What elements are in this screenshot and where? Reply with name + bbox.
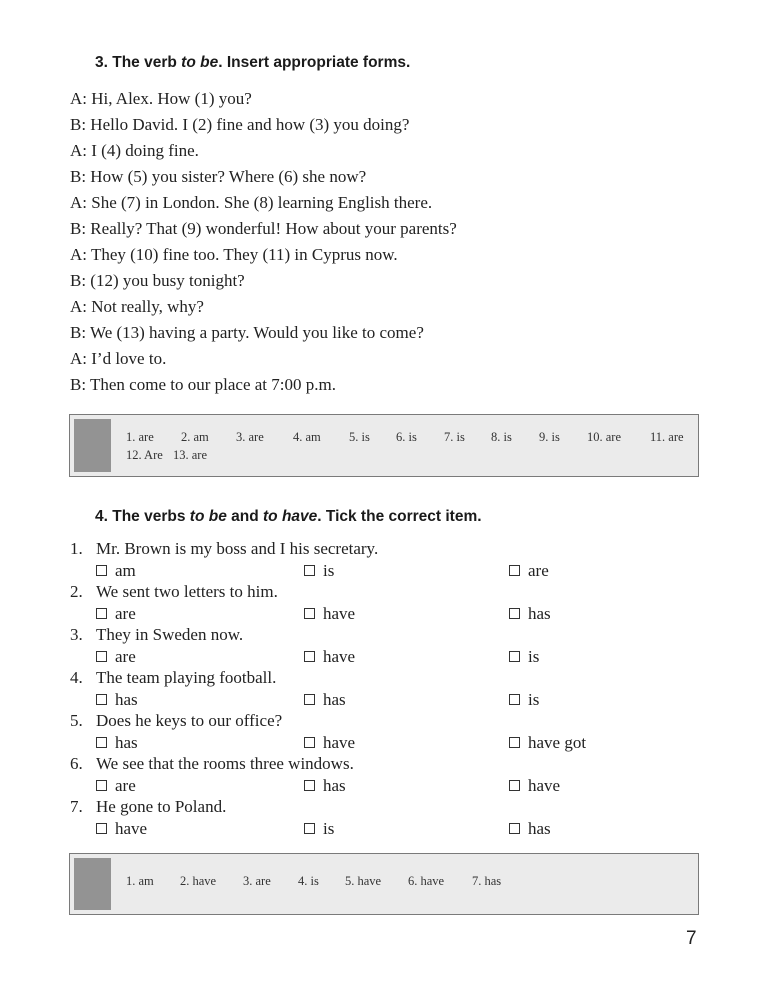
question-number: 3. <box>70 625 83 644</box>
page-number: 7 <box>686 928 697 949</box>
exercise-3-heading: 3. The verb to be. Insert appropriate forms. <box>95 54 411 71</box>
answer-item: 5. have <box>345 874 382 888</box>
answer-item: 2. am <box>181 430 209 444</box>
question-text: He gone to Poland. <box>96 797 227 816</box>
option-checkbox[interactable]: am <box>96 560 136 582</box>
dialogue-line: B: Then come to our place at 7:00 p.m. <box>70 375 336 394</box>
question-text: The team playing football. <box>96 668 277 687</box>
checkbox-icon[interactable] <box>304 780 315 791</box>
question-text: Does he keys to our office? <box>96 711 283 730</box>
checkbox-icon[interactable] <box>304 694 315 705</box>
checkbox-icon[interactable] <box>96 737 107 748</box>
question-text: We see that the rooms three windows. <box>96 754 354 773</box>
answer-item: 2. have <box>180 874 217 888</box>
answer-item: 12. Are <box>126 448 163 462</box>
checkbox-icon[interactable] <box>304 823 315 834</box>
checkbox-icon[interactable] <box>509 737 520 748</box>
option-checkbox[interactable]: have <box>96 818 147 840</box>
answer-item: 5. is <box>349 430 370 444</box>
option-checkbox[interactable]: is <box>509 646 539 668</box>
option-checkbox[interactable]: are <box>509 560 549 582</box>
option-checkbox[interactable]: has <box>304 689 346 711</box>
option-checkbox[interactable]: have <box>304 603 355 625</box>
answer-item: 6. have <box>408 874 445 888</box>
dialogue-line: B: We (13) having a party. Would you like to come? <box>70 323 424 342</box>
exercise-3-dialogue <box>70 88 457 400</box>
checkbox-icon[interactable] <box>509 608 520 619</box>
checkbox-icon[interactable] <box>509 565 520 576</box>
dialogue-line: A: I’d love to. <box>70 349 167 368</box>
answer-item: 6. is <box>396 430 417 444</box>
dialogue-line: B: Hello David. I (2) fine and how (3) you doing? <box>70 115 410 134</box>
question-number: 5. <box>70 711 83 730</box>
checkbox-icon[interactable] <box>96 694 107 705</box>
dialogue-line: A: Not really, why? <box>70 297 204 316</box>
question-text: They in Sweden now. <box>96 625 244 644</box>
answer-item: 7. is <box>444 430 465 444</box>
answer-item: 10. are <box>587 430 622 444</box>
answer-item: 1. am <box>126 874 154 888</box>
dialogue-line: B: Really? That (9) wonderful! How about your parents? <box>70 219 457 238</box>
answer-item: 7. has <box>472 874 502 888</box>
dialogue-line: B: (12) you busy tonight? <box>70 271 245 290</box>
dialogue-line: A: She (7) in London. She (8) learning English there. <box>70 193 433 212</box>
option-checkbox[interactable]: is <box>304 560 334 582</box>
question-text: Mr. Brown is my boss and I his secretary. <box>96 539 379 558</box>
option-checkbox[interactable]: has <box>509 818 551 840</box>
question-number: 1. <box>70 539 83 558</box>
exercise-4-answer-key <box>69 853 699 915</box>
checkbox-icon[interactable] <box>304 565 315 576</box>
question-number: 4. <box>70 668 83 687</box>
checkbox-icon[interactable] <box>304 651 315 662</box>
checkbox-icon[interactable] <box>509 694 520 705</box>
checkbox-icon[interactable] <box>304 608 315 619</box>
option-checkbox[interactable]: is <box>304 818 334 840</box>
option-checkbox[interactable]: have <box>509 775 560 797</box>
answer-item: 4. am <box>293 430 321 444</box>
answer-item: 1. are <box>126 430 154 444</box>
dialogue-line: A: I (4) doing fine. <box>70 141 199 160</box>
option-checkbox[interactable]: has <box>96 732 138 754</box>
dialogue-line: A: They (10) fine too. They (11) in Cyprus now. <box>70 245 398 264</box>
checkbox-icon[interactable] <box>96 780 107 791</box>
option-checkbox[interactable]: has <box>509 603 551 625</box>
option-checkbox[interactable]: are <box>96 646 136 668</box>
option-checkbox[interactable]: has <box>304 775 346 797</box>
answer-item: 8. is <box>491 430 512 444</box>
question-number: 7. <box>70 797 83 816</box>
checkbox-icon[interactable] <box>509 780 520 791</box>
checkbox-icon[interactable] <box>509 651 520 662</box>
checkbox-icon[interactable] <box>96 651 107 662</box>
checkbox-icon[interactable] <box>509 823 520 834</box>
answer-item: 3. are <box>243 874 271 888</box>
checkbox-icon[interactable] <box>304 737 315 748</box>
exercise-4-heading: 4. The verbs to be and to have. Tick the correct item. <box>95 508 482 525</box>
checkbox-icon[interactable] <box>96 823 107 834</box>
checkbox-icon[interactable] <box>96 608 107 619</box>
option-checkbox[interactable]: is <box>509 689 539 711</box>
option-checkbox[interactable]: has <box>96 689 138 711</box>
question-number: 6. <box>70 754 83 773</box>
option-checkbox[interactable]: are <box>96 775 136 797</box>
option-checkbox[interactable]: have <box>304 732 355 754</box>
answer-item: 9. is <box>539 430 560 444</box>
dialogue-line: B: How (5) you sister? Where (6) she now? <box>70 167 367 186</box>
question-text: We sent two letters to him. <box>96 582 278 601</box>
checkbox-icon[interactable] <box>96 565 107 576</box>
question-number: 2. <box>70 582 83 601</box>
option-checkbox[interactable]: have got <box>509 732 586 754</box>
dialogue-line: A: Hi, Alex. How (1) you? <box>70 89 252 108</box>
answer-key-tab <box>74 858 111 910</box>
option-checkbox[interactable]: have <box>304 646 355 668</box>
answer-item: 3. are <box>236 430 264 444</box>
answer-item: 13. are <box>173 448 208 462</box>
option-checkbox[interactable]: are <box>96 603 136 625</box>
answer-item: 11. are <box>650 430 684 444</box>
exercise-3-answer-key <box>69 414 699 477</box>
answer-item: 4. is <box>298 874 319 888</box>
answer-key-tab <box>74 419 111 472</box>
